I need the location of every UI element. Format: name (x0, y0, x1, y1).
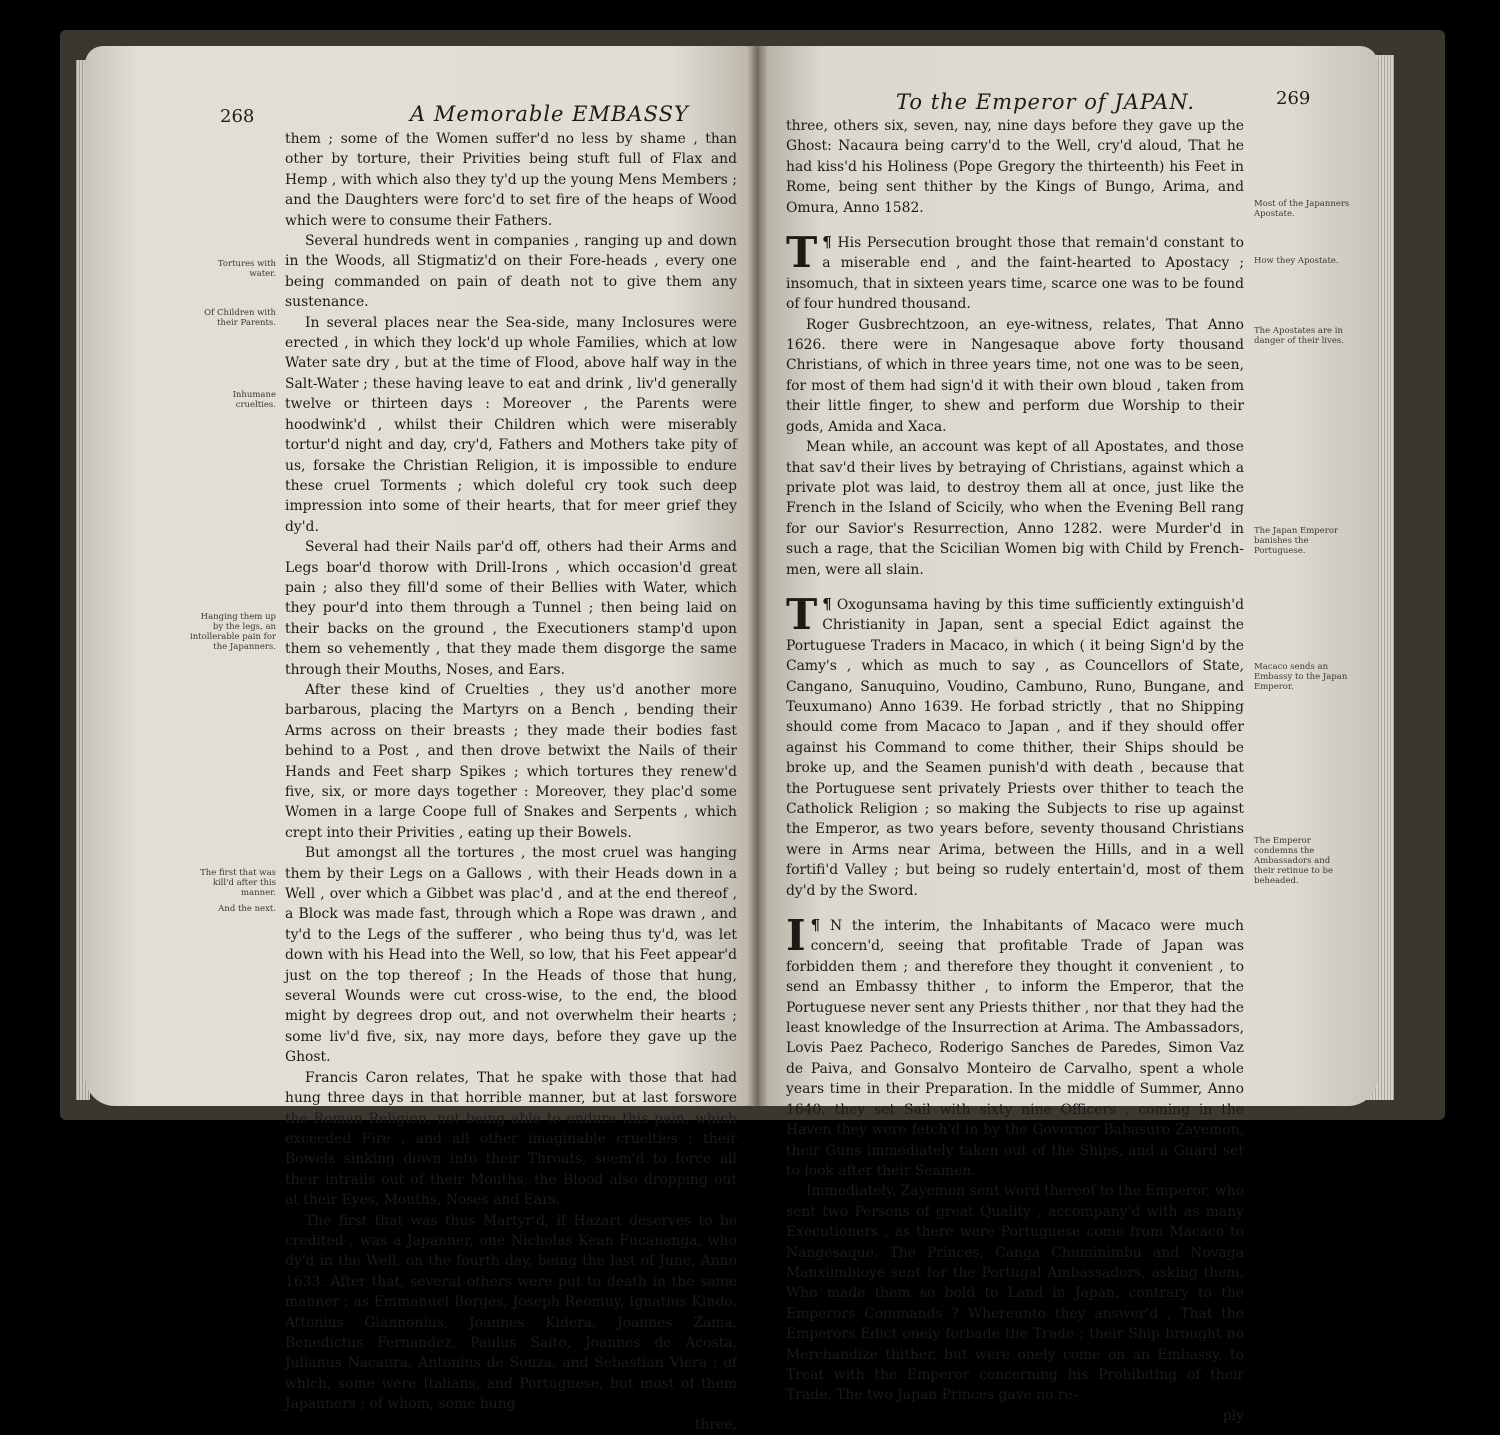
margin-note: Of Children with their Parents. (204, 308, 276, 328)
margin-note: Macaco sends an Embassy to the Japan Emperor. (1254, 662, 1348, 692)
paragraph: three, others six, seven, nay, nine days before they gave up the Ghost: Nacaura being carry'd to the Well, cry'd aloud, That he had kiss'd his Holiness (Pope Gregory the thirteenth) his Feet in Rome, being sent thither by the Kings of Bungo, Arima, and Omura, Anno 1582. (786, 118, 1244, 216)
section-text: Oxogunsama having by this time sufficiently extinguish'd Christianity in Japan, sent a special Edict against the Portuguese Traders in Macaco, in which ( it being Sign'd by the Camy's , which as much to say , as Councellors of State, Cangano, Sanuquino, Voudino, Cambuno, Runo, Bungane, and Teuxumano) Anno 1639. He forbad strictly , that no Shipping should come from Macaco to Japan , and if they should offer against his Command to come thither, their Ships should be broke up, and the Seamen punish'd with death , because that the Portuguese sent privately Priests over thither to teach the Catholick Religion ; so making the Subjects to rise up against the Emperor, as two years before, seventy thousand Christians were in Arms near Arima, between the Hills, and in a well fortifi'd Valley ; but being so rudely entertain'd, most of them dy'd by the Sword. (786, 596, 1244, 899)
paragraph: Several hundreds went in companies , ranging up and down in the Woods, all Stigmatiz'd on their Fore-heads , every one being commanded on pain of death not to give them any sustenance. (285, 233, 737, 311)
section-paragraph (786, 228, 1244, 315)
paragraph: Roger Gusbrechtzoon, an eye-witness, relates, That Anno 1626. there were in Nangesaque above forty thousand Christians, of which in three years time, not one was to be seen, for most of them had sign'd it with their own bloud , taken from their little finger, to shew and perform due Worship to their gods, Amida and Xaca. (786, 316, 1244, 435)
paragraph: After these kind of Cruelties , they us'd another more barbarous, placing the Martyrs on a Bench , bending their Arms across on their breasts ; they made their bodies fast behind to a Post , and then drove betwixt the Nails of their Hands and Feet sharp Spikes ; which tortures they renew'd five, six, or more days together : Moreover, they plac'd some Women in a large Coope full of Snakes and Serpents , which crept into their Privities , eating up their Bowels. (285, 681, 737, 841)
margin-note: The first that was kill'd after this manner. (200, 868, 276, 898)
margin-note: The Apostates are in danger of their lives. (1254, 326, 1344, 346)
section-paragraph (786, 589, 1244, 901)
margin-note: And the next. (218, 904, 276, 914)
margin-note: How they Apostate. (1254, 256, 1339, 266)
section-paragraph (786, 911, 1244, 1181)
paragraph: them ; some of the Women suffer'd no less by shame , than other by torture, their Privities being stuft full of Flax and Hemp , with which also they ty'd up the young Mens Members ; and the Daughters were forc'd to set fire of the heaps of Wood which were to consume their Fathers. (285, 131, 737, 229)
left-page (85, 46, 750, 1433)
running-head-left: A Memorable EMBASSY (410, 102, 689, 126)
catchword: three, (694, 1416, 737, 1433)
paragraph: Francis Caron relates, That he spake with those that had hung three days in that horrible manner, but at last forswore the Roman Religion, not being able to endure this pain, which exceeded Fire , and all other imaginable cruelties ; their Bowels sinking down into their Throats, seem'd to force all their intrails out of their Mouths, the Blood also dropping out at their Eyes, Mouths, Noses and Ears. (285, 1069, 737, 1209)
paragraph: Mean while, an account was kept of all Apostates, and those that sav'd their lives by betraying of Christians, against which a private plot was laid, to destroy them all at once, just like the French in the Island of Scicily, who when the Evening Bell rang for our Savior's Resurrection, Anno 1282. were Murder'd in such a rage, that the Scicilian Women big with Child by French-men, were all slain. (786, 439, 1244, 578)
drop-cap: I (786, 911, 806, 961)
left-text-block (285, 129, 737, 1435)
right-text-block (786, 116, 1244, 1426)
margin-note: The Emperor condemns the Ambassadors and their retinue to be beheaded. (1254, 836, 1334, 886)
drop-cap: T (786, 589, 818, 639)
margin-note: Inhumane cruelties. (232, 390, 276, 410)
margin-note: Most of the Japanners Apostate. (1254, 199, 1350, 219)
margin-note: Hanging them up by the legs, an intollerable pain for the Japanners. (190, 612, 276, 652)
running-head-right: To the Emperor of JAPAN. (896, 90, 1196, 114)
catchword: ply (1222, 1407, 1244, 1424)
right-page (766, 46, 1378, 1424)
margin-note: Tortures with water. (217, 259, 276, 279)
pilcrow-mark: ¶ (810, 916, 821, 935)
section-text: His Persecution brought those that remain'd constant to a miserable end , and the faint-hearted to Apostacy ; insomuch, that in sixteen years time, scarce one was to be found of four hundred thousand. (786, 235, 1244, 313)
margin-note: The Japan Emperor banishes the Portuguese. (1254, 526, 1339, 556)
page-number-left: 268 (220, 106, 255, 127)
pilcrow-mark: ¶ (822, 233, 832, 252)
pilcrow-mark: ¶ (822, 594, 832, 613)
paragraph: Several had their Nails par'd off, others had their Arms and Legs boar'd thorow with Drill-Irons , which occasion'd great pain ; also they fill'd some of their Bellies with Water, which they pour'd into them through a Tunnel ; then being laid on their backs on the ground , the Executioners stamp'd upon them so vehemently , that they made them disgorge the same through their Mouths, Noses, and Ears. (285, 539, 737, 678)
section-text: N the interim, the Inhabitants of Macaco were much concern'd, seeing that profitable Trade of Japan was forbidden them ; and therefore they thought it convenient , to send an Embassy thither , to inform the Emperor, that the Portuguese never sent any Priests thither , nor that they had the least knowledge of the Insurrection at Arima. The Ambassadors, Lovis Paez Pacheco, Roderigo Sanches de Paredes, Simon Vaz de Paiva, and Gonsalvo Monteiro de Carvalho, spent a whole years time in their Preparation. In the middle of Summer, Anno 1640. they set Sail with sixty nine Officers , coming in the Haven they were fetch'd in by the Governor Babasuro Zayemon, their Guns immediately taken out of the Ships, and a Guard set to look after their Seamen. (786, 918, 1244, 1179)
paragraph: Immediately, Zayemon sent word thereof to the Emperor, who sent two Persons of great Quality , accompany'd with as many Executioners , as there were Portuguese come from Macaco to Nangesaque. The Princes, Canga Chuminimbu and Novaga Manxiimbioye sent for the Portugal Ambassadors, asking them, Who made them so bold to Land in Japan, contrary to the Emperors Commands ? Whereunto they answer'd , That the Emperors Edict onely forbade the Trade ; their Ship brought no Merchandize thither, but were onely come on an Embassy, to Treat with the Emperor concerning his Prohibiting of their Trade. The two Japan Princes gave no re- (786, 1183, 1244, 1404)
page-number-right: 269 (1276, 88, 1311, 109)
paragraph: The first that was thus Martyr'd, if Hazart deserves to be credited , was a Japanner, one Nicholas Kean Fucananga, who dy'd in the Well, on the fourth day, being the last of June, Anno 1633. After that, several others were put to death in the same manner ; as Emmanuel Borges, Joseph Reomuy, Ignatius Kindo, Attonius Giannonius, Joannes Kidera, Joannes Zama, Benedictus Fernandez, Paulus Saito, Joannes de Acosta, Julianus Nacaura, Antonius de Souza, and Sebastian Viera ; of which, some were Italians, and Portuguese, but most of them Japanners ; of whom, some hung (285, 1212, 737, 1413)
drop-cap: T (786, 228, 818, 278)
paragraph: In several places near the Sea-side, many Inclosures were erected , in which they lock'd up whole Families, which at low Water sate dry , but at the time of Flood, above half way in the Salt-Water ; these having leave to eat and drink , liv'd generally twelve or thirteen days : Moreover , the Parents were hoodwink'd , whilst their Children which were miserably tortur'd night and day, cry'd, Fathers and Mothers take pity of us, forsake the Christian Religion, it is impossible to endure these cruel Torments ; which doleful cry took such deep impression into some of their hearts, that for meer grief they dy'd. (285, 314, 737, 535)
paragraph: But amongst all the tortures , the most cruel was hanging them by their Legs on a Gallows , with their Heads down in a Well , over which a Gibbet was plac'd , and at the end thereof , a Block was made fast, through which a Rope was drawn , and ty'd to the Legs of the sufferer , who being thus ty'd, was let down with his Head into the Well, so low, that his Feet appear'd just on the top thereof ; In the Heads of those that hung, several Wounds were cut cross-wise, to the end, the blood might by degrees drop out, and not overwhelm their hearts ; some liv'd five, six, nay more days, before they gave up the Ghost. (285, 845, 737, 1066)
